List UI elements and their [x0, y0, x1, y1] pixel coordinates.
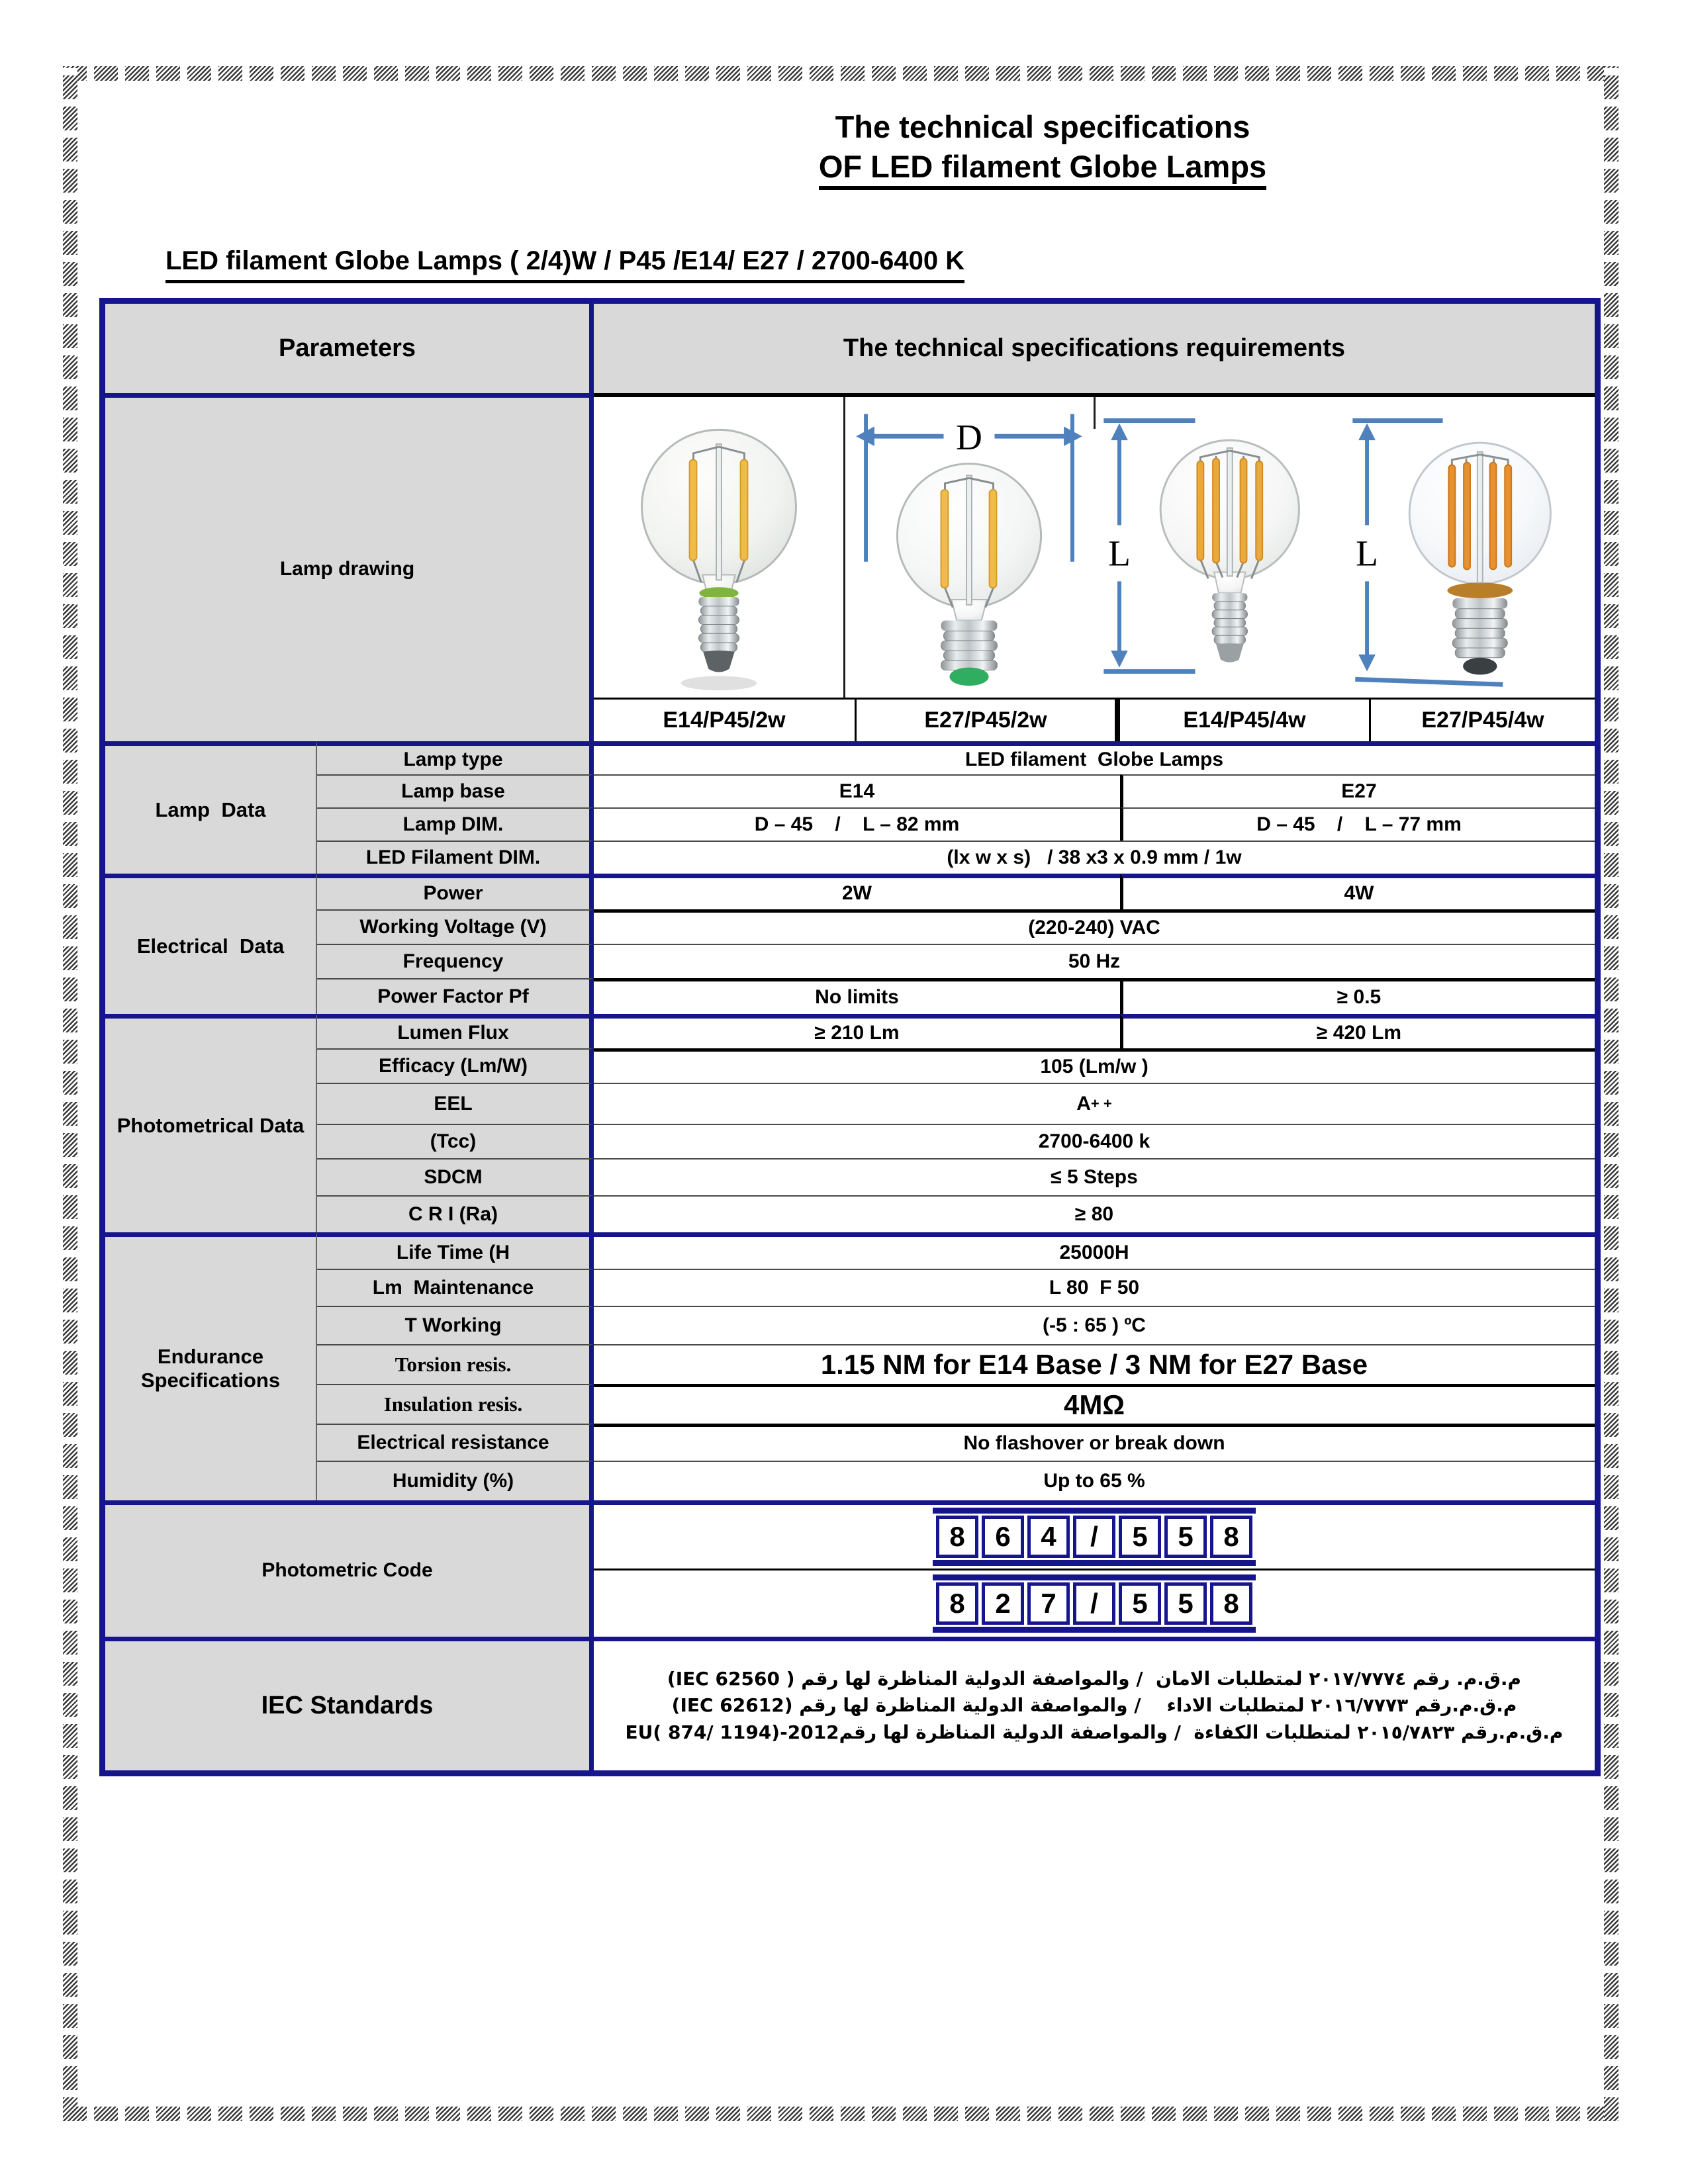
row-value-sdcm: ≤ 5 Steps: [594, 1158, 1595, 1195]
row-value-lamp-type: LED filament Globe Lamps: [594, 741, 1595, 774]
photometric-code-row1: [594, 1500, 1595, 1569]
code-digit: 5: [1164, 1582, 1207, 1625]
document-title: [463, 107, 1622, 187]
row-label-working-voltage: Working Voltage (V): [317, 909, 594, 944]
group-endurance-specifications: Endurance Specifications: [105, 1232, 317, 1500]
row-value-humidity: Up to 65 %: [594, 1461, 1595, 1500]
header-parameters: Parameters: [105, 304, 594, 393]
row-value-power-factor-right: ≥ 0.5: [1120, 978, 1595, 1014]
row-value-tcc: 2700-6400 k: [594, 1124, 1595, 1158]
row-value-lumen-flux-right: ≥ 420 Lm: [1120, 1014, 1595, 1048]
row-value-t-working: (-5 : 65 ) ºC: [594, 1306, 1595, 1344]
row-label-lm-maintenance: Lm Maintenance: [317, 1269, 594, 1306]
row-value-power-2w: 2W: [594, 874, 1120, 909]
row-label-power: Power: [317, 874, 594, 909]
code-digit: 8: [936, 1516, 978, 1558]
row-label-led-filament-dim: LED Filament DIM.: [317, 841, 594, 874]
row-label-life-time: Life Time (H: [317, 1232, 594, 1269]
row-label-cri: C R I (Ra): [317, 1195, 594, 1232]
lamp-drawing-area: [594, 393, 1595, 698]
title-line2: OF LED filament Globe Lamps: [819, 149, 1266, 190]
code-digit: 8: [1210, 1516, 1252, 1558]
lamp-drawing-label: Lamp drawing: [105, 393, 594, 741]
row-value-life-time: 25000H: [594, 1232, 1595, 1269]
title-line1: The technical specifications: [835, 109, 1250, 144]
group-photometrical-data: Photometrical Data: [105, 1014, 317, 1232]
variant-label-e14-2w: E14/P45/2w: [594, 698, 857, 741]
row-value-cri: ≥ 80: [594, 1195, 1595, 1232]
code-digit: 5: [1119, 1582, 1161, 1625]
bulb-e27-4w-image: [1344, 397, 1595, 698]
page-border-top: [63, 66, 1618, 81]
code-digit: 4: [1027, 1516, 1070, 1558]
document-subtitle: LED filament Globe Lamps ( 2/4)W / P45 /E14/ E27 / 2700-6400 K: [165, 246, 964, 283]
row-value-working-voltage: (220-240) VAC: [594, 909, 1595, 944]
code-digit: 2: [982, 1582, 1024, 1625]
bulb-e27-2w-image: [844, 397, 1094, 698]
header-requirements: The technical specifications requirements: [594, 304, 1595, 393]
code-digit: 5: [1164, 1516, 1207, 1558]
row-label-lamp-type: Lamp type: [317, 741, 594, 774]
row-value-lamp-dim-left: D – 45 / L – 82 mm: [594, 807, 1120, 841]
dimension-d-letter: D: [956, 416, 982, 457]
code-digit: 8: [936, 1582, 978, 1625]
iec-line-2: م.ق.م.رقم ٢٠١٦/٧٧٧٣ لمتطلبات الاداء / والمواصفة الدولية المناظرة لها رقم (IEC 62612): [671, 1694, 1517, 1717]
row-label-torsion-resistance: Torsion resis.: [317, 1344, 594, 1384]
page-border-left: [63, 66, 77, 2121]
row-value-lamp-base-e14: E14: [594, 774, 1120, 807]
code-digit: 8: [1210, 1582, 1252, 1625]
row-value-torsion-resistance: 1.15 NM for E14 Base / 3 NM for E27 Base: [594, 1344, 1595, 1384]
row-label-frequency: Frequency: [317, 944, 594, 978]
row-value-efficacy: 105 (Lm/w ): [594, 1048, 1595, 1083]
code-digit: /: [1073, 1516, 1115, 1558]
row-value-led-filament-dim: (lx w x s) / 38 x3 x 0.9 mm / 1w: [594, 841, 1595, 874]
group-iec-standards: IEC Standards: [105, 1637, 594, 1770]
group-photometric-code: Photometric Code: [105, 1500, 594, 1637]
code-digit: 5: [1119, 1516, 1161, 1558]
code-digit: /: [1073, 1582, 1115, 1625]
row-label-tcc: (Tcc): [317, 1124, 594, 1158]
row-value-eel: A + +: [594, 1083, 1595, 1124]
row-value-lamp-base-e27: E27: [1120, 774, 1595, 807]
eel-grade: A: [1076, 1092, 1091, 1115]
code-digit: 7: [1027, 1582, 1070, 1625]
variant-label-e14-4w: E14/P45/4w: [1120, 698, 1371, 741]
variant-label-e27-4w: E27/P45/4w: [1371, 698, 1595, 741]
row-value-electrical-resistance: No flashover or break down: [594, 1424, 1595, 1461]
iec-line-3: م.ق.م.رقم ٢٠١٥/٧٨٢٣ لمتطلبات الكفاءة / والمواصفة الدولية المناظرة لها رقمEU( 874/ 1194)-2012: [625, 1721, 1564, 1743]
bulb-e14-4w-image: [1094, 397, 1344, 698]
row-label-power-factor: Power Factor Pf: [317, 978, 594, 1014]
group-lamp-data: Lamp Data: [105, 741, 317, 874]
page-border-right: [1604, 66, 1618, 2121]
row-label-sdcm: SDCM: [317, 1158, 594, 1195]
row-label-t-working: T Working: [317, 1306, 594, 1344]
row-value-lumen-flux-left: ≥ 210 Lm: [594, 1014, 1120, 1048]
row-label-insulation-resistance: Insulation resis.: [317, 1384, 594, 1424]
iec-standards-text: [594, 1637, 1595, 1770]
row-label-humidity: Humidity (%): [317, 1461, 594, 1500]
row-label-electrical-resistance: Electrical resistance: [317, 1424, 594, 1461]
dimension-l-letter: L: [1356, 533, 1378, 574]
row-value-frequency: 50 Hz: [594, 944, 1595, 978]
dimension-l-letter: L: [1108, 533, 1131, 574]
row-label-lamp-base: Lamp base: [317, 774, 594, 807]
row-label-efficacy: Efficacy (Lm/W): [317, 1048, 594, 1083]
row-value-lamp-dim-right: D – 45 / L – 77 mm: [1120, 807, 1595, 841]
page-border-bottom: [63, 2107, 1618, 2121]
spec-table: [99, 298, 1601, 1776]
row-label-lumen-flux: Lumen Flux: [317, 1014, 594, 1048]
group-electrical-data: Electrical Data: [105, 874, 317, 1014]
row-label-eel: EEL: [317, 1083, 594, 1124]
row-value-power-factor-left: No limits: [594, 978, 1120, 1014]
iec-line-1: م.ق.م. رقم ٢٠١٧/٧٧٧٤ لمتطلبات الامان / والمواصفة الدولية المناظرة لها رقم ( IEC 62560): [667, 1668, 1522, 1690]
row-value-power-4w: 4W: [1120, 874, 1595, 909]
variant-label-e27-2w: E27/P45/2w: [857, 698, 1120, 741]
code-digit: 6: [982, 1516, 1024, 1558]
bulb-e14-2w-image: [594, 397, 844, 698]
row-value-insulation-resistance: 4MΩ: [594, 1384, 1595, 1424]
row-value-lm-maintenance: L 80 F 50: [594, 1269, 1595, 1306]
photometric-code-row2: [594, 1569, 1595, 1637]
row-label-lamp-dim: Lamp DIM.: [317, 807, 594, 841]
